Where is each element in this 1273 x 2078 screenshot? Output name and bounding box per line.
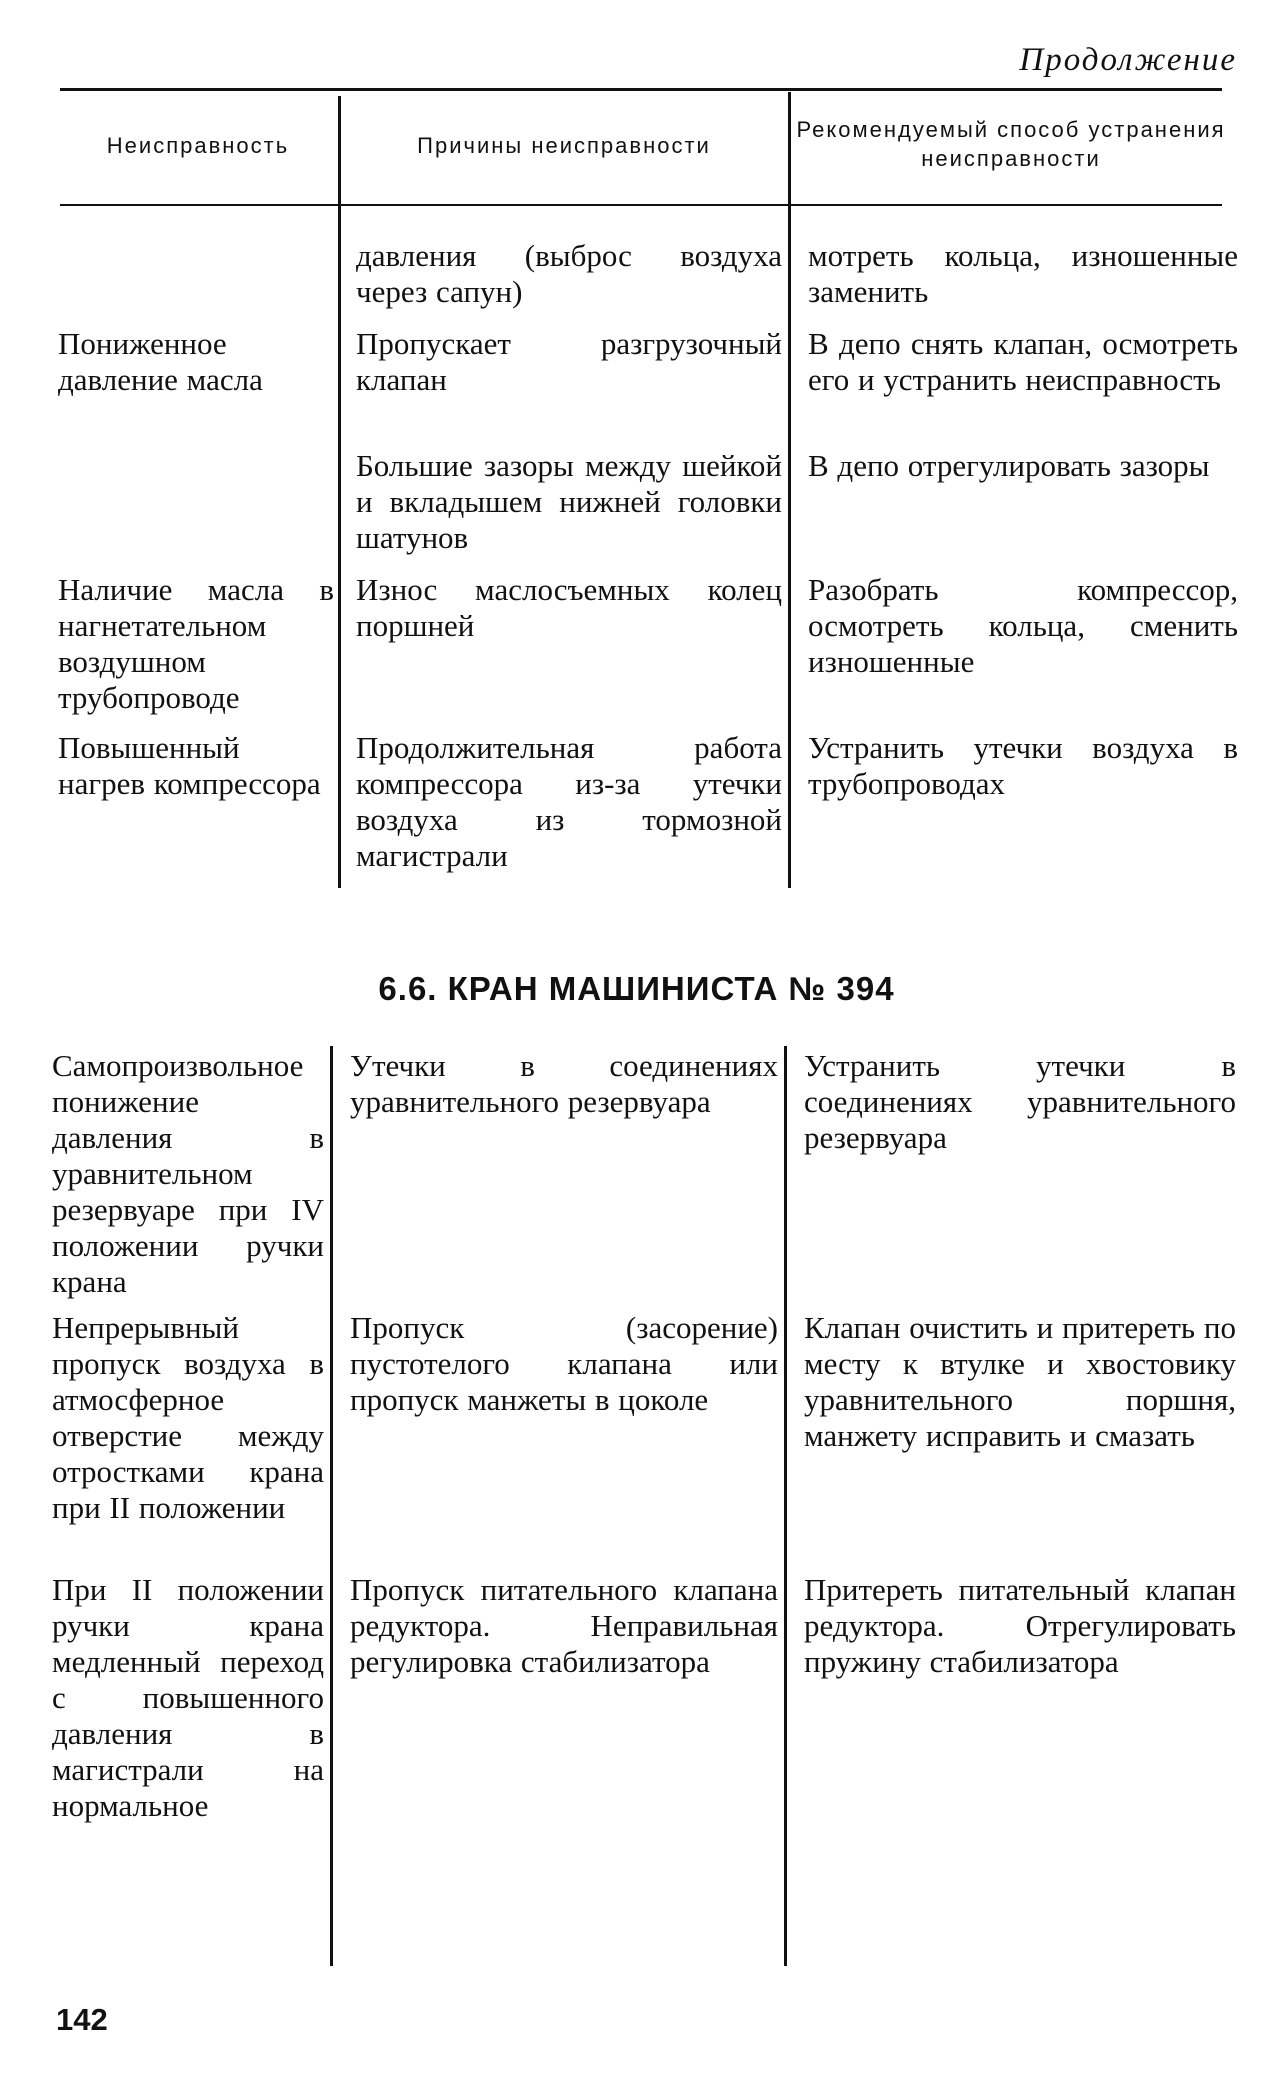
- cause-cell: Пропускает разгрузочный клапан: [356, 326, 782, 397]
- remedy-cell: Притереть питательный клапан редуктора. Отрегулировать пружину стабилизатора: [804, 1572, 1236, 1679]
- column-header-cause: Причины неисправности: [417, 133, 711, 158]
- remedy-cell: В депо снять клапан, осмотреть его и устранить неисправность: [808, 326, 1238, 397]
- column-divider-2: [788, 92, 791, 888]
- cause-cell: Большие зазоры между шейкой и вкладышем нижней головки шатунов: [356, 448, 782, 555]
- fault-cell: Повышенный нагрев компрессора: [58, 730, 321, 801]
- column-header-fault: Неисправность: [106, 133, 290, 158]
- cause-cell: Утечки в соединениях уравнительного резервуара: [350, 1048, 778, 1119]
- continued-label: Продолжение: [1019, 42, 1237, 78]
- cause-cell: давления (выброс воздуха через сапун): [356, 238, 782, 309]
- remedy-cell: мотреть кольца, изношенные заменить: [808, 238, 1238, 309]
- section-title: 6.6. КРАН МАШИНИСТА № 394: [378, 970, 895, 1007]
- remedy-cell: Устранить утечки в соединениях уравнительного резервуара: [804, 1048, 1236, 1155]
- column-divider-1: [330, 1046, 333, 1966]
- column-header-remedy: Рекомендуемый способ устранения неисправности: [796, 117, 1226, 171]
- table-top-rule: [60, 88, 1222, 91]
- fault-cell: Самопроизвольное понижение давления в уравнительном резервуаре при IV положении ручки крана: [52, 1048, 324, 1299]
- column-divider-1: [338, 96, 341, 888]
- fault-cell: Непрерывный пропуск воздуха в атмосферное отверстие между отростками крана при II положении: [52, 1310, 324, 1525]
- cause-cell: Износ маслосъемных колец поршней: [356, 572, 782, 643]
- remedy-cell: В депо отрегулировать зазоры: [808, 448, 1210, 483]
- column-divider-2: [784, 1046, 787, 1966]
- fault-cell: Пониженное давление масла: [58, 326, 263, 397]
- fault-cell: При II положении ручки крана медленный переход с повышенного давления в магистрали на нормальное: [52, 1572, 324, 1823]
- remedy-cell: Устранить утечки воздуха в трубопроводах: [808, 730, 1238, 801]
- cause-cell: Продолжительная работа компрессора из-за утечки воздуха из тормозной магистрали: [356, 730, 782, 873]
- remedy-cell: Разобрать компрессор, осмотреть кольца, сменить изношенные: [808, 572, 1238, 679]
- cause-cell: Пропуск питательного клапана редуктора. Неправильная регулировка стабилизатора: [350, 1572, 778, 1679]
- header-bottom-rule: [60, 204, 1222, 206]
- page-number: 142: [56, 2002, 108, 2037]
- fault-cell: Наличие масла в нагнетательном воздушном трубопроводе: [58, 572, 334, 715]
- cause-cell: Пропуск (засорение) пустотелого клапана или пропуск манжеты в цоколе: [350, 1310, 778, 1417]
- remedy-cell: Клапан очистить и притереть по месту к втулке и хвостовику уравнительного поршня, манжету исправить и смазать: [804, 1310, 1236, 1453]
